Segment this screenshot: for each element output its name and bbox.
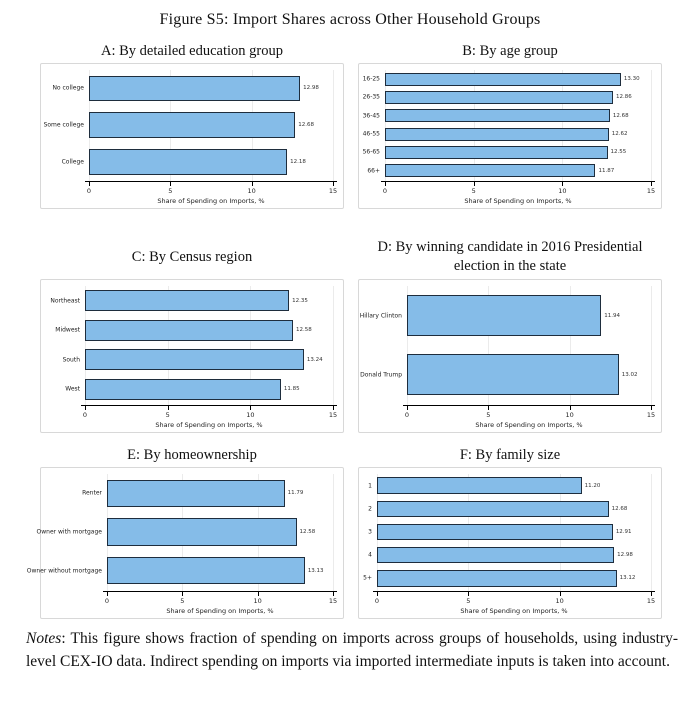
axis-tick-label: 5 — [168, 187, 173, 195]
bar — [89, 149, 287, 175]
bar-row — [61, 143, 333, 180]
category-label: 2 — [368, 505, 372, 513]
bar-row — [362, 70, 651, 88]
axis-tick — [562, 182, 563, 186]
bar-row — [363, 567, 651, 590]
category-label: 16-25 — [362, 75, 380, 83]
gridline — [333, 286, 334, 405]
panel-d-title: D: By winning candidate in 2016 Presidential election in the state — [377, 239, 643, 274]
panel-d — [358, 235, 662, 433]
bar-row — [362, 125, 651, 143]
value-label: 12.98 — [617, 552, 633, 559]
axis-tick-label: 5 — [486, 411, 491, 419]
panel-e-chart — [26, 467, 344, 619]
axis-tick-label: 10 — [555, 597, 564, 605]
bar-row — [368, 520, 651, 543]
panel-d-chart — [358, 279, 662, 433]
bar — [377, 477, 582, 493]
bar-row — [62, 345, 333, 375]
bar — [85, 320, 293, 341]
x-axis-line — [381, 181, 655, 182]
axis-tick-label: 10 — [558, 187, 567, 195]
value-label: 11.87 — [598, 167, 615, 174]
axis-tick — [107, 592, 108, 596]
bar — [385, 128, 609, 141]
axis-tick-label: 5 — [466, 597, 471, 605]
bar-row — [65, 375, 333, 405]
value-label: 11.20 — [584, 482, 601, 489]
bar-row — [362, 88, 651, 106]
axis-tick — [250, 406, 251, 410]
panel-b-title: B: By age group — [462, 42, 558, 59]
bar — [377, 547, 614, 563]
panel-f-title: F: By family size — [459, 446, 561, 463]
bar-rows — [362, 70, 651, 180]
value-label: 13.24 — [306, 356, 323, 363]
panel-b-chart — [358, 63, 662, 209]
axis-tick-label: 0 — [404, 411, 410, 419]
x-axis-label: Share of Spending on Imports, % — [464, 197, 572, 205]
bar-row — [36, 513, 333, 552]
axis-tick-label: 10 — [253, 597, 262, 605]
value-label: 12.58 — [299, 529, 316, 535]
panel-grid — [26, 39, 662, 619]
category-label: Owner without mortgage — [26, 567, 102, 575]
plot-area — [43, 70, 338, 205]
bar — [377, 501, 609, 517]
category-label: South — [62, 356, 80, 364]
x-axis-line — [103, 591, 337, 592]
bar — [385, 73, 621, 86]
x-axis-label: Share of Spending on Imports, % — [460, 607, 568, 615]
bar-rows — [26, 474, 333, 590]
bar-row — [55, 316, 333, 346]
axis-tick-label: 5 — [180, 597, 185, 605]
value-label: 12.55 — [610, 149, 627, 156]
axis-tick — [168, 406, 169, 410]
bar-rows — [50, 286, 333, 404]
bar — [85, 290, 289, 311]
value-label: 12.91 — [615, 529, 632, 535]
value-label: 13.13 — [307, 567, 324, 574]
axis-tick-label: 5 — [471, 187, 476, 195]
bar — [85, 379, 281, 400]
value-label: 12.86 — [616, 94, 632, 101]
axis-tick — [488, 406, 489, 410]
gridline — [333, 70, 334, 181]
value-label: 12.62 — [611, 131, 628, 138]
bar-row — [43, 107, 333, 144]
panel-c-chart — [40, 279, 344, 433]
category-label: 26-35 — [362, 93, 380, 101]
axis-tick-label: 0 — [374, 597, 380, 605]
gridline — [651, 70, 652, 181]
bar — [107, 518, 297, 545]
value-label: 12.18 — [290, 158, 306, 165]
category-label: Owner with mortgage — [36, 528, 102, 536]
axis-tick — [407, 406, 408, 410]
panel-a — [40, 39, 344, 209]
panel-row-3 — [26, 443, 662, 619]
axis-tick-label: 10 — [246, 411, 255, 419]
bar — [107, 480, 285, 507]
bar-row — [82, 474, 333, 513]
bar-row — [368, 544, 651, 567]
axis-tick-label: 5 — [165, 411, 170, 419]
bar-rows — [43, 70, 333, 180]
bar-row — [368, 474, 651, 497]
x-axis-label: Share of Spending on Imports, % — [157, 197, 265, 205]
bar — [85, 349, 304, 370]
category-label: 3 — [368, 528, 372, 536]
axis-tick — [651, 182, 652, 186]
axis-tick — [85, 406, 86, 410]
plot-area — [363, 474, 656, 615]
bar — [89, 76, 300, 102]
bar — [385, 164, 595, 177]
category-label: No college — [52, 84, 84, 92]
bar — [89, 112, 295, 138]
category-label: Some college — [43, 121, 84, 129]
bar — [377, 570, 617, 586]
bar-row — [362, 143, 651, 161]
axis-tick-label: 15 — [328, 597, 338, 605]
value-label: 12.98 — [303, 85, 319, 92]
axis-tick — [377, 592, 378, 596]
panel-f — [358, 443, 662, 619]
axis-tick-label: 10 — [565, 411, 574, 419]
panel-e — [26, 443, 344, 619]
bar — [407, 295, 601, 336]
axis-tick — [651, 406, 652, 410]
axis-tick — [468, 592, 469, 596]
axis-tick — [560, 592, 561, 596]
axis-tick-label: 10 — [247, 187, 256, 195]
gridline — [651, 286, 652, 405]
bar-row — [368, 497, 651, 520]
axis-tick — [651, 592, 652, 596]
category-label: 46-55 — [362, 130, 380, 138]
value-label: 11.79 — [287, 490, 304, 497]
gridline — [333, 474, 334, 591]
axis-tick-label: 0 — [104, 597, 110, 605]
value-label: 11.94 — [604, 312, 620, 319]
category-label: 36-45 — [362, 112, 380, 120]
value-label: 12.68 — [298, 122, 314, 128]
category-label: West — [65, 385, 80, 393]
notes-label: Notes — [26, 630, 62, 647]
axis-tick — [89, 182, 90, 186]
value-label: 12.68 — [611, 505, 628, 512]
bar — [385, 91, 613, 104]
bar-rows — [363, 474, 651, 590]
category-label: 1 — [368, 482, 372, 490]
axis-tick-label: 15 — [328, 411, 338, 419]
x-axis-label: Share of Spending on Imports, % — [166, 607, 274, 615]
axis-tick — [333, 406, 334, 410]
bar-row — [52, 70, 333, 107]
value-label: 12.58 — [295, 327, 312, 334]
panel-row-1 — [40, 39, 662, 209]
x-axis-line — [403, 405, 655, 406]
figure-title: Figure S5: Import Shares across Other Household Groups — [159, 11, 541, 28]
axis-tick-label: 15 — [646, 411, 656, 419]
category-label: Midwest — [55, 326, 80, 334]
axis-tick — [170, 182, 171, 186]
bar-row — [359, 286, 651, 345]
plot-area — [50, 286, 338, 429]
value-label: 13.02 — [621, 371, 638, 378]
notes-text: : This figure shows fraction of spending on imports across groups of households, using industry-level CEX-IO data. Indirect spending on imports via imported intermediate inputs is taken into account. — [26, 630, 678, 671]
panel-b — [358, 39, 662, 209]
plot-area — [362, 70, 656, 205]
category-label: 4 — [368, 551, 372, 559]
x-axis-line — [373, 591, 655, 592]
plot-area — [359, 286, 656, 429]
value-label: 13.30 — [623, 76, 640, 83]
axis-tick — [333, 592, 334, 596]
bar — [385, 146, 608, 159]
value-label: 12.68 — [612, 112, 629, 119]
bar — [407, 354, 619, 395]
figure-notes — [26, 627, 678, 674]
panel-a-title: A: By detailed education group — [100, 42, 283, 59]
category-label: Renter — [82, 489, 102, 497]
axis-tick-label: 0 — [82, 411, 88, 419]
axis-tick — [258, 592, 259, 596]
panel-c-title: C: By Census region — [131, 248, 253, 265]
axis-tick — [570, 406, 571, 410]
category-label: 66+ — [367, 167, 380, 175]
bar — [107, 557, 305, 584]
value-label: 13.12 — [619, 575, 636, 582]
axis-tick-label: 15 — [646, 187, 656, 195]
bar-row — [50, 286, 333, 316]
panel-c — [40, 235, 344, 433]
bar-row — [360, 345, 651, 404]
category-label: 56-65 — [362, 148, 380, 156]
axis-tick — [252, 182, 253, 186]
axis-tick — [474, 182, 475, 186]
bar-row — [362, 107, 651, 125]
panel-row-2 — [40, 235, 662, 433]
category-label: Donald Trump — [360, 371, 402, 378]
value-label: 12.35 — [292, 297, 308, 304]
x-axis-line — [81, 405, 337, 406]
bar-row — [26, 551, 333, 590]
x-axis-label: Share of Spending on Imports, % — [155, 421, 263, 429]
category-label: Northeast — [50, 297, 80, 305]
panel-f-chart — [358, 467, 662, 619]
plot-area — [26, 474, 338, 615]
axis-tick-label: 0 — [382, 187, 388, 195]
category-label: 5+ — [363, 574, 372, 582]
axis-tick-label: 0 — [86, 187, 92, 195]
panel-e-title: E: By homeownership — [127, 446, 257, 463]
category-label: College — [61, 158, 84, 166]
panel-a-chart — [40, 63, 344, 209]
axis-tick-label: 15 — [328, 187, 338, 195]
gridline — [651, 474, 652, 591]
value-label: 11.85 — [283, 386, 300, 393]
axis-tick — [182, 592, 183, 596]
bar-row — [367, 162, 651, 180]
axis-tick-label: 15 — [646, 597, 656, 605]
x-axis-line — [85, 181, 337, 182]
axis-tick — [385, 182, 386, 186]
bar — [377, 524, 613, 540]
bar-rows — [359, 286, 651, 404]
category-label: Hillary Clinton — [359, 312, 402, 319]
x-axis-label: Share of Spending on Imports, % — [475, 421, 583, 429]
bar — [385, 109, 610, 122]
axis-tick — [333, 182, 334, 186]
